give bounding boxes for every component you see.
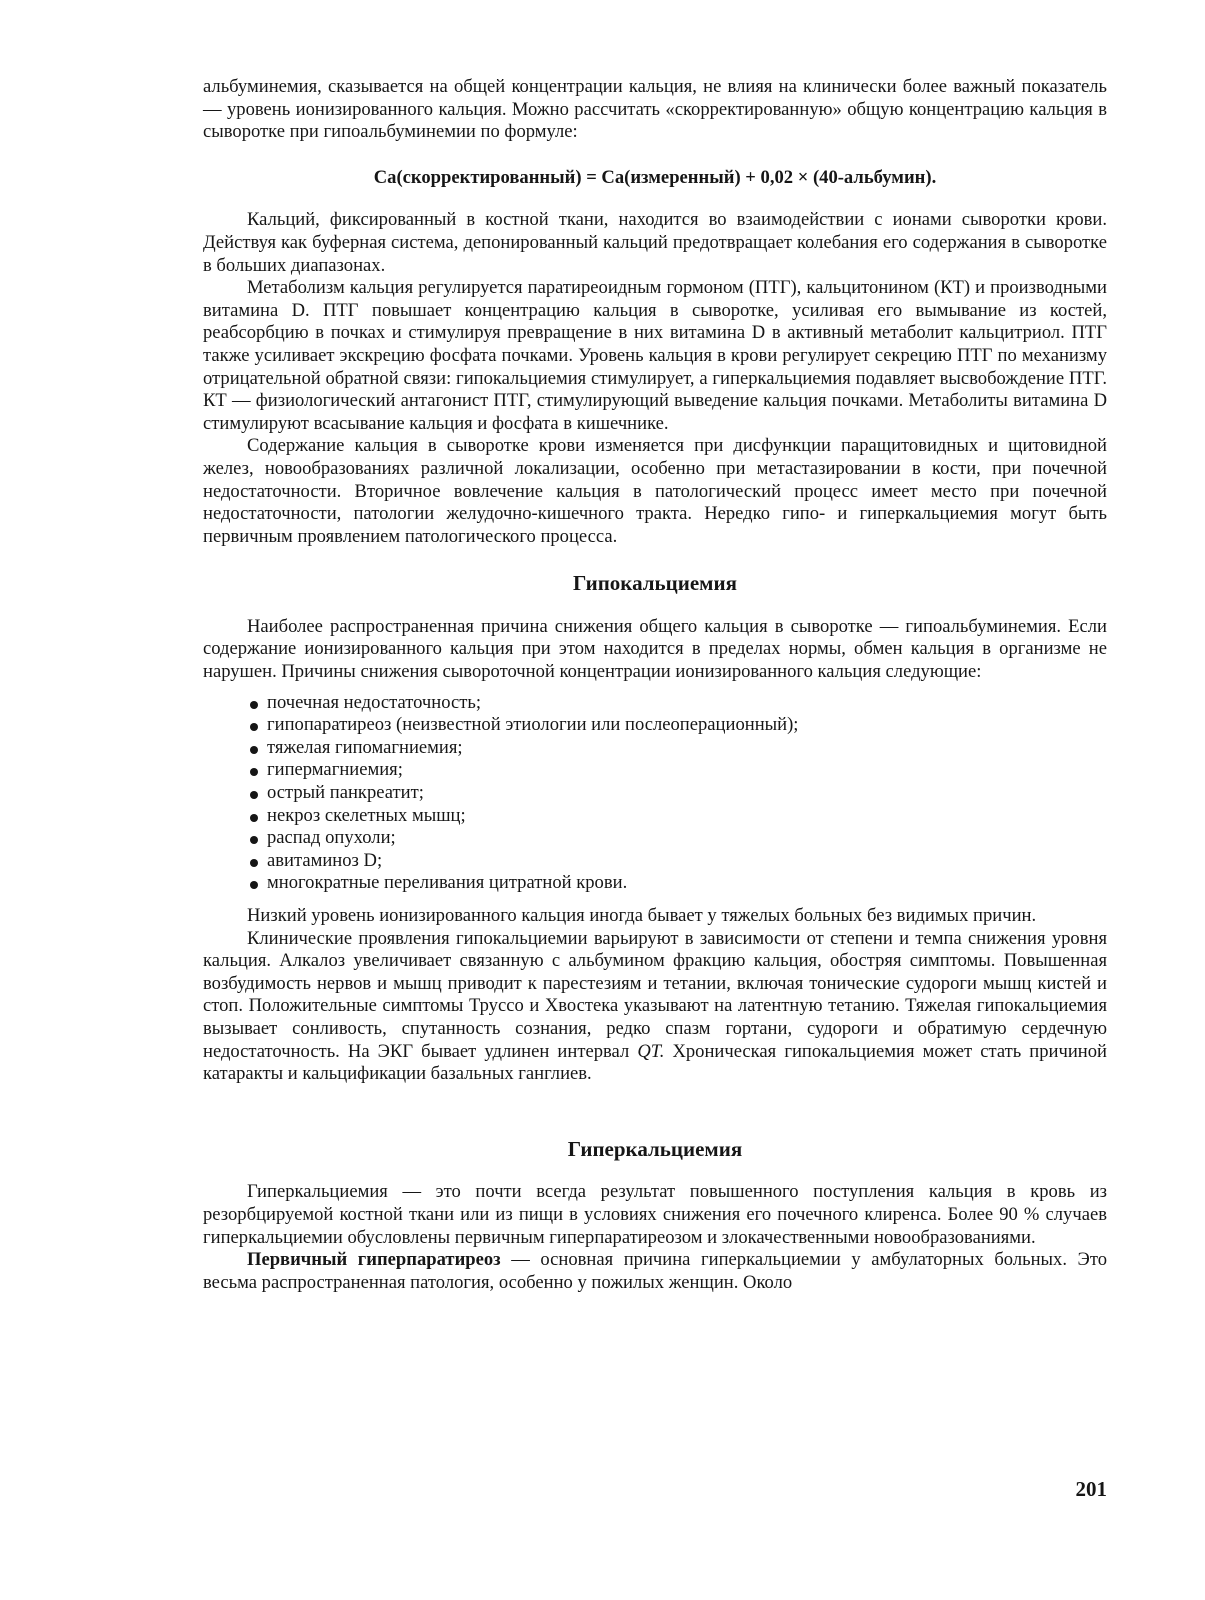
section-heading-hypercalcemia: Гиперкальциемия [567,1136,743,1161]
paragraph-albuminemia: альбуминемия, сказывается на общей концентрации кальция, не влияя на клинически более важный показатель — уровень ионизированного кальция. Можно рассчитать «скорректированную» общую концентрацию кальция в сыворотке при гипоальбуминемии по формуле: [203,76,1107,143]
page-number: 201 [1075,1477,1107,1501]
paragraph-hypocalcemia-intro: Наиболее распространенная причина снижения общего кальция в сыворотке — гипоальбуминемия. Если содержание ионизированного кальция при этом находится в пределах нормы, обмен кальция в организме не нарушен. Причины снижения сывороточной концентрации ионизированного кальция следующие: [203,615,1107,683]
list-item: некроз скелетных мышц; [247,805,1107,828]
list-item: гипермагниемия; [247,759,1107,782]
paragraph-serum-calcium-changes: Содержание кальция в сыворотке крови изменяется при дисфункции паращитовидных и щитовидной желез, новообразованиях различной локализации, особенно при метастазировании в кости, при почечной недостаточности. Вторичное вовлечение кальция в патологический процесс имеет место при почечной недостаточности, патологии желудочно-кишечного тракта. Нередко гипо- и гиперкальциемия могут быть первичным проявлением патологического процесса. [203,435,1107,547]
hypocalcemia-causes-list [203,692,1107,895]
paragraph-hypercalcemia-intro: Гиперкальциемия — это почти всегда результат повышенного поступления кальция в кровь из резорбцируемой костной ткани или из пищи в условиях снижения его почечного клиренса. Более 90 % случаев гиперкальциемии обусловлены первичным гиперпаратиреозом и злокачественными новообразованиями. [203,1181,1107,1248]
list-item: авитаминоз D; [247,850,1107,873]
list-item: тяжелая гипомагниемия; [247,737,1107,760]
paragraph-primary-hyperparathyroidism [203,1249,1107,1294]
qt-interval-label: QT. [637,1040,665,1062]
list-item: почечная недостаточность; [247,692,1107,715]
term-primary-hyperparathyroidism: Первичный гиперпаратиреоз [247,1249,501,1271]
list-item: острый панкреатит; [247,782,1107,805]
paragraph-low-ionized-calcium: Низкий уровень ионизированного кальция иногда бывает у тяжелых больных без видимых причин. [247,905,1037,926]
paragraph-hypocalcemia-clinical [203,928,1107,1086]
section-heading-hypocalcemia: Гипокальциемия [573,571,737,596]
paragraph-calcium-metabolism: Метаболизм кальция регулируется паратиреоидным гормоном (ПТГ), кальцитонином (КТ) и производными витамина D. ПТГ повышает концентрацию кальция в сыворотке, усиливая его вымывание из костей, реабсорбцию в почках и стимулируя превращение в них витамина D в активный метаболит кальцитриол. ПТГ также усиливает экскрецию фосфата почками. Уровень кальция в крови регулирует секрецию ПТГ по механизму отрицательной обратной связи: гипокальциемия стимулирует, а гиперкальциемия подавляет высвобождение ПТГ. КТ — физиологический антагонист ПТГ, стимулирующий выведение кальция почками. Метаболиты витамина D стимулируют всасывание кальция и фосфата в кишечнике. [203,277,1107,434]
corrected-calcium-formula: Ca(скорректированный) = Ca(измеренный) + 0,02 × (40-альбумин). [373,166,937,188]
term-description: — основная причина гиперкальциемии у амбулаторных больных. Это весьма распространенная патология, особенно у пожилых женщин. Около [203,1249,1108,1293]
paragraph-bone-calcium: Кальций, фиксированный в костной ткани, находится во взаимодействии с ионами сыворотки крови. Действуя как буферная система, депонированный кальций предотвращает колебания его содержания в сыворотке в больших диапазонах. [203,209,1107,276]
clinical-text-part1: Клинические проявления гипокальциемии варьируют в зависимости от степени и темпа снижения уровня кальция. Алкалоз увеличивает связанную с альбумином фракцию кальция, обостряя симптомы. Повышенная возбудимость нервов и мышц приводит к парестезиям и тетании, включая тонические судороги мышц кистей и стоп. Положительные симптомы Труссо и Хвостека указывают на латентную тетанию. Тяжелая гипокальциемия вызывает сонливость, спутанность сознания, редко спазм гортани, судороги и обратимую сердечную недостаточность. На ЭКГ бывает удлинен интервал [203,927,1107,1062]
list-item: распад опухоли; [247,827,1107,850]
list-item: многократные переливания цитратной крови. [247,872,1107,895]
list-item: гипопаратиреоз (неизвестной этиологии или послеоперационный); [247,714,1107,737]
clinical-text-part2: Хроническая гипокальциемия может стать причиной катаракты и кальцификации базальных ганглиев. [203,1040,1107,1085]
page-content [203,76,1107,1294]
